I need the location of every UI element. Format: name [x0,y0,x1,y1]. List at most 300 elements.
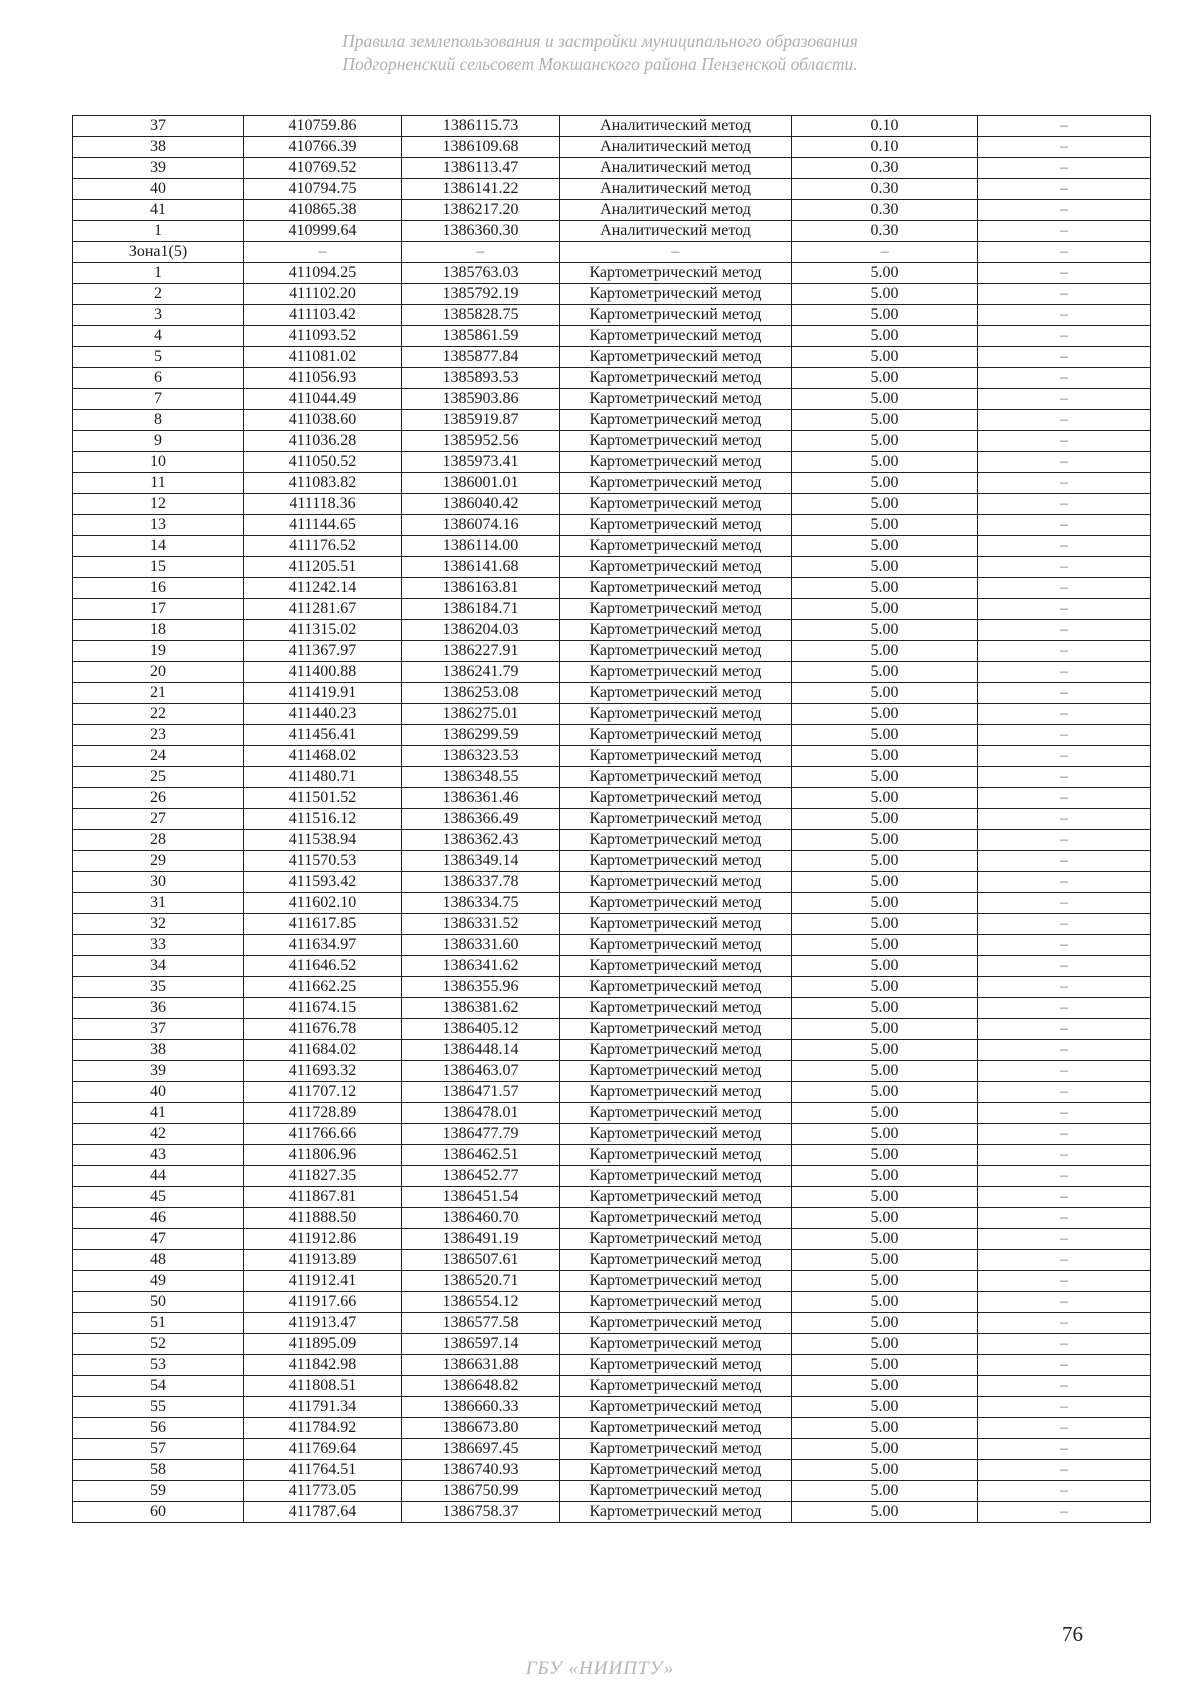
note-cell: – [978,1040,1151,1061]
method-cell: Картометрический метод [560,1145,792,1166]
note-cell: – [978,515,1151,536]
note-cell: – [978,851,1151,872]
table-row [73,704,1151,725]
accuracy-cell: 5.00 [792,1145,978,1166]
method-cell: Аналитический метод [560,200,792,221]
point-number-cell: 43 [73,1145,244,1166]
accuracy-cell: 0.30 [792,221,978,242]
point-number-cell: 38 [73,1040,244,1061]
x-coordinate-cell: 411044.49 [244,389,402,410]
point-number-cell: 16 [73,578,244,599]
method-cell: Картометрический метод [560,914,792,935]
point-number-cell: 48 [73,1250,244,1271]
accuracy-cell: 5.00 [792,662,978,683]
x-coordinate-cell: 411281.67 [244,599,402,620]
point-number-cell: 18 [73,620,244,641]
table-row [73,200,1151,221]
table-row [73,1229,1151,1250]
note-cell: – [978,1019,1151,1040]
x-coordinate-cell: 410865.38 [244,200,402,221]
note-cell: – [978,809,1151,830]
method-cell: Картометрический метод [560,1082,792,1103]
x-coordinate-cell: 411662.25 [244,977,402,998]
method-cell: Картометрический метод [560,1061,792,1082]
y-coordinate-cell: 1386648.82 [402,1376,560,1397]
point-number-cell: 49 [73,1271,244,1292]
accuracy-cell: 5.00 [792,641,978,662]
method-cell: Картометрический метод [560,284,792,305]
accuracy-cell: 5.00 [792,494,978,515]
point-number-cell: 15 [73,557,244,578]
note-cell: – [978,1229,1151,1250]
note-cell: – [978,704,1151,725]
note-cell: – [978,284,1151,305]
y-coordinate-cell: 1386362.43 [402,830,560,851]
method-cell: Картометрический метод [560,851,792,872]
x-coordinate-cell: 411367.97 [244,641,402,662]
method-cell: Картометрический метод [560,1355,792,1376]
note-cell: – [978,1481,1151,1502]
x-coordinate-cell: 411400.88 [244,662,402,683]
method-cell: Картометрический метод [560,1502,792,1523]
y-coordinate-cell: 1386673.80 [402,1418,560,1439]
note-cell: – [978,347,1151,368]
note-cell: – [978,977,1151,998]
note-cell: – [978,1355,1151,1376]
x-coordinate-cell: 411646.52 [244,956,402,977]
table-row [73,1355,1151,1376]
y-coordinate-cell: 1386348.55 [402,767,560,788]
y-coordinate-cell: 1386163.81 [402,578,560,599]
table-row [73,1460,1151,1481]
table-row [73,998,1151,1019]
method-cell: Аналитический метод [560,179,792,200]
accuracy-cell: 5.00 [792,536,978,557]
table-row [73,1418,1151,1439]
method-cell: Картометрический метод [560,767,792,788]
method-cell: Картометрический метод [560,431,792,452]
x-coordinate-cell: 411773.05 [244,1481,402,1502]
point-number-cell: 13 [73,515,244,536]
table-row [73,326,1151,347]
accuracy-cell: 5.00 [792,1418,978,1439]
table-row [73,1250,1151,1271]
note-cell: – [978,1460,1151,1481]
point-number-cell: 19 [73,641,244,662]
point-number-cell: 26 [73,788,244,809]
x-coordinate-cell: 411806.96 [244,1145,402,1166]
accuracy-cell: 5.00 [792,452,978,473]
accuracy-cell: 5.00 [792,1481,978,1502]
point-number-cell: 27 [73,809,244,830]
x-coordinate-cell: 411634.97 [244,935,402,956]
method-cell: Картометрический метод [560,1439,792,1460]
x-coordinate-cell: 411094.25 [244,263,402,284]
method-cell: – [560,242,792,263]
x-coordinate-cell: 411888.50 [244,1208,402,1229]
accuracy-cell: 5.00 [792,1103,978,1124]
x-coordinate-cell: 411676.78 [244,1019,402,1040]
method-cell: Картометрический метод [560,977,792,998]
x-coordinate-cell: 411440.23 [244,704,402,725]
method-cell: Картометрический метод [560,1376,792,1397]
x-coordinate-cell: 411516.12 [244,809,402,830]
note-cell: – [978,893,1151,914]
point-number-cell: 58 [73,1460,244,1481]
table-row [73,872,1151,893]
table-row [73,1040,1151,1061]
y-coordinate-cell: 1386337.78 [402,872,560,893]
note-cell: – [978,683,1151,704]
accuracy-cell: 5.00 [792,1271,978,1292]
note-cell: – [978,368,1151,389]
table-row [73,1082,1151,1103]
accuracy-cell: 5.00 [792,683,978,704]
y-coordinate-cell: 1386520.71 [402,1271,560,1292]
x-coordinate-cell: 411144.65 [244,515,402,536]
accuracy-cell: 5.00 [792,851,978,872]
accuracy-cell: 5.00 [792,872,978,893]
method-cell: Картометрический метод [560,1229,792,1250]
x-coordinate-cell: 411787.64 [244,1502,402,1523]
method-cell: Картометрический метод [560,305,792,326]
table-row [73,1103,1151,1124]
accuracy-cell: 5.00 [792,1082,978,1103]
y-coordinate-cell: 1386554.12 [402,1292,560,1313]
y-coordinate-cell: 1386241.79 [402,662,560,683]
table-row [73,1019,1151,1040]
y-coordinate-cell: 1386471.57 [402,1082,560,1103]
method-cell: Картометрический метод [560,893,792,914]
y-coordinate-cell: 1386452.77 [402,1166,560,1187]
accuracy-cell: 5.00 [792,1124,978,1145]
accuracy-cell: 5.00 [792,725,978,746]
x-coordinate-cell: 410769.52 [244,158,402,179]
accuracy-cell: 5.00 [792,1439,978,1460]
accuracy-cell: 5.00 [792,473,978,494]
y-coordinate-cell: 1386323.53 [402,746,560,767]
point-number-cell: 14 [73,536,244,557]
note-cell: – [978,1502,1151,1523]
table-row [73,242,1151,263]
method-cell: Картометрический метод [560,1019,792,1040]
method-cell: Картометрический метод [560,452,792,473]
point-number-cell: 2 [73,284,244,305]
y-coordinate-cell: 1385828.75 [402,305,560,326]
note-cell: – [978,1397,1151,1418]
y-coordinate-cell: 1386227.91 [402,641,560,662]
table-row [73,935,1151,956]
table-row [73,1061,1151,1082]
y-coordinate-cell: 1386217.20 [402,200,560,221]
x-coordinate-cell: 411913.89 [244,1250,402,1271]
table-row [73,1208,1151,1229]
x-coordinate-cell: 411103.42 [244,305,402,326]
point-number-cell: 5 [73,347,244,368]
table-row [73,830,1151,851]
point-number-cell: 4 [73,326,244,347]
accuracy-cell: 5.00 [792,704,978,725]
point-number-cell: 31 [73,893,244,914]
table-row [73,1166,1151,1187]
table-row [73,1397,1151,1418]
note-cell: – [978,1313,1151,1334]
table-row [73,578,1151,599]
y-coordinate-cell: 1386758.37 [402,1502,560,1523]
note-cell: – [978,788,1151,809]
accuracy-cell: 5.00 [792,788,978,809]
note-cell: – [978,536,1151,557]
y-coordinate-cell: 1386577.58 [402,1313,560,1334]
note-cell: – [978,221,1151,242]
y-coordinate-cell: 1386331.52 [402,914,560,935]
accuracy-cell: 0.30 [792,200,978,221]
document-footer: ГБУ «НИИПТУ» [525,1658,675,1679]
method-cell: Картометрический метод [560,326,792,347]
x-coordinate-cell: 411791.34 [244,1397,402,1418]
point-number-cell: 56 [73,1418,244,1439]
table-row [73,557,1151,578]
point-number-cell: 21 [73,683,244,704]
x-coordinate-cell: 411684.02 [244,1040,402,1061]
x-coordinate-cell: 411480.71 [244,767,402,788]
note-cell: – [978,1166,1151,1187]
note-cell: – [978,494,1151,515]
point-number-cell: 47 [73,1229,244,1250]
point-number-cell: 46 [73,1208,244,1229]
table-row [73,956,1151,977]
x-coordinate-cell: 411176.52 [244,536,402,557]
note-cell: – [978,914,1151,935]
x-coordinate-cell: 411728.89 [244,1103,402,1124]
method-cell: Картометрический метод [560,809,792,830]
table-row [73,1124,1151,1145]
x-coordinate-cell: 411912.86 [244,1229,402,1250]
point-number-cell: 28 [73,830,244,851]
accuracy-cell: 5.00 [792,914,978,935]
y-coordinate-cell: – [402,242,560,263]
table-row [73,305,1151,326]
accuracy-cell: 5.00 [792,1229,978,1250]
y-coordinate-cell: 1386115.73 [402,116,560,137]
accuracy-cell: 5.00 [792,830,978,851]
point-number-cell: 7 [73,389,244,410]
table-row [73,788,1151,809]
accuracy-cell: 5.00 [792,305,978,326]
point-number-cell: 17 [73,599,244,620]
note-cell: – [978,641,1151,662]
method-cell: Картометрический метод [560,1397,792,1418]
y-coordinate-cell: 1385952.56 [402,431,560,452]
method-cell: Картометрический метод [560,935,792,956]
table-row [73,1145,1151,1166]
accuracy-cell: 5.00 [792,431,978,452]
y-coordinate-cell: 1385973.41 [402,452,560,473]
x-coordinate-cell: 411570.53 [244,851,402,872]
table-row [73,893,1151,914]
table-row [73,1481,1151,1502]
accuracy-cell: 5.00 [792,1292,978,1313]
point-number-cell: 57 [73,1439,244,1460]
table-row [73,914,1151,935]
accuracy-cell: 5.00 [792,1460,978,1481]
y-coordinate-cell: 1386448.14 [402,1040,560,1061]
method-cell: Картометрический метод [560,662,792,683]
note-cell: – [978,1103,1151,1124]
point-number-cell: 20 [73,662,244,683]
point-number-cell: 40 [73,179,244,200]
method-cell: Картометрический метод [560,1187,792,1208]
method-cell: Картометрический метод [560,872,792,893]
note-cell: – [978,746,1151,767]
y-coordinate-cell: 1386113.47 [402,158,560,179]
point-number-cell: 11 [73,473,244,494]
point-number-cell: 44 [73,1166,244,1187]
accuracy-cell: 5.00 [792,1376,978,1397]
table-row [73,662,1151,683]
table-row [73,1187,1151,1208]
point-number-cell: 42 [73,1124,244,1145]
note-cell: – [978,389,1151,410]
point-number-cell: 12 [73,494,244,515]
method-cell: Аналитический метод [560,221,792,242]
method-cell: Картометрический метод [560,1208,792,1229]
table-row [73,221,1151,242]
y-coordinate-cell: 1385903.86 [402,389,560,410]
accuracy-cell: 5.00 [792,893,978,914]
note-cell: – [978,1208,1151,1229]
accuracy-cell: 5.00 [792,263,978,284]
method-cell: Картометрический метод [560,1292,792,1313]
table-row [73,1292,1151,1313]
y-coordinate-cell: 1386463.07 [402,1061,560,1082]
point-number-cell: 45 [73,1187,244,1208]
note-cell: – [978,305,1151,326]
table-row [73,389,1151,410]
point-number-cell: 3 [73,305,244,326]
y-coordinate-cell: 1386462.51 [402,1145,560,1166]
point-number-cell: 1 [73,221,244,242]
x-coordinate-cell: 411766.66 [244,1124,402,1145]
note-cell: – [978,830,1151,851]
accuracy-cell: 5.00 [792,1187,978,1208]
x-coordinate-cell: 411419.91 [244,683,402,704]
note-cell: – [978,158,1151,179]
y-coordinate-cell: 1386366.49 [402,809,560,830]
accuracy-cell: 5.00 [792,389,978,410]
table-row [73,1271,1151,1292]
y-coordinate-cell: 1386275.01 [402,704,560,725]
point-number-cell: 36 [73,998,244,1019]
y-coordinate-cell: 1386405.12 [402,1019,560,1040]
y-coordinate-cell: 1386360.30 [402,221,560,242]
note-cell: – [978,326,1151,347]
y-coordinate-cell: 1386109.68 [402,137,560,158]
table-row [73,599,1151,620]
table-row [73,851,1151,872]
y-coordinate-cell: 1385919.87 [402,410,560,431]
header-line-1: Правила землепользования и застройки муниципального образования [342,31,858,51]
point-number-cell: 24 [73,746,244,767]
coordinates-table-body [73,116,1151,1523]
table-row [73,683,1151,704]
point-number-cell: 40 [73,1082,244,1103]
note-cell: – [978,179,1151,200]
method-cell: Картометрический метод [560,557,792,578]
point-number-cell: 60 [73,1502,244,1523]
table-row [73,137,1151,158]
table-row [73,410,1151,431]
x-coordinate-cell: 411917.66 [244,1292,402,1313]
method-cell: Картометрический метод [560,620,792,641]
y-coordinate-cell: 1386361.46 [402,788,560,809]
y-coordinate-cell: 1385877.84 [402,347,560,368]
method-cell: Картометрический метод [560,536,792,557]
y-coordinate-cell: 1386114.00 [402,536,560,557]
x-coordinate-cell: 411674.15 [244,998,402,1019]
x-coordinate-cell: 411913.47 [244,1313,402,1334]
x-coordinate-cell: 411617.85 [244,914,402,935]
x-coordinate-cell: 411036.28 [244,431,402,452]
method-cell: Картометрический метод [560,578,792,599]
point-number-cell: 59 [73,1481,244,1502]
accuracy-cell: 5.00 [792,410,978,431]
note-cell: – [978,1145,1151,1166]
point-number-cell: 53 [73,1355,244,1376]
note-cell: – [978,137,1151,158]
accuracy-cell: 0.30 [792,158,978,179]
x-coordinate-cell: 411784.92 [244,1418,402,1439]
method-cell: Картометрический метод [560,956,792,977]
method-cell: Картометрический метод [560,746,792,767]
y-coordinate-cell: 1386697.45 [402,1439,560,1460]
method-cell: Картометрический метод [560,599,792,620]
x-coordinate-cell: 411242.14 [244,578,402,599]
point-number-cell: 25 [73,767,244,788]
y-coordinate-cell: 1386451.54 [402,1187,560,1208]
accuracy-cell: 0.10 [792,137,978,158]
coordinates-table [72,115,1151,1523]
y-coordinate-cell: 1386750.99 [402,1481,560,1502]
table-row [73,746,1151,767]
method-cell: Картометрический метод [560,830,792,851]
point-number-cell: 33 [73,935,244,956]
y-coordinate-cell: 1386355.96 [402,977,560,998]
note-cell: – [978,452,1151,473]
accuracy-cell: 5.00 [792,347,978,368]
point-number-cell: 50 [73,1292,244,1313]
x-coordinate-cell: 411083.82 [244,473,402,494]
note-cell: – [978,872,1151,893]
accuracy-cell: 0.30 [792,179,978,200]
note-cell: – [978,1124,1151,1145]
accuracy-cell: 5.00 [792,578,978,599]
note-cell: – [978,1376,1151,1397]
point-number-cell: 30 [73,872,244,893]
note-cell: – [978,935,1151,956]
table-row [73,809,1151,830]
accuracy-cell: 5.00 [792,998,978,1019]
table-row [73,116,1151,137]
point-number-cell: Зона1(5) [73,242,244,263]
document-header [0,30,1200,76]
x-coordinate-cell: 411912.41 [244,1271,402,1292]
point-number-cell: 54 [73,1376,244,1397]
accuracy-cell: 5.00 [792,599,978,620]
point-number-cell: 1 [73,263,244,284]
y-coordinate-cell: 1386331.60 [402,935,560,956]
point-number-cell: 39 [73,1061,244,1082]
